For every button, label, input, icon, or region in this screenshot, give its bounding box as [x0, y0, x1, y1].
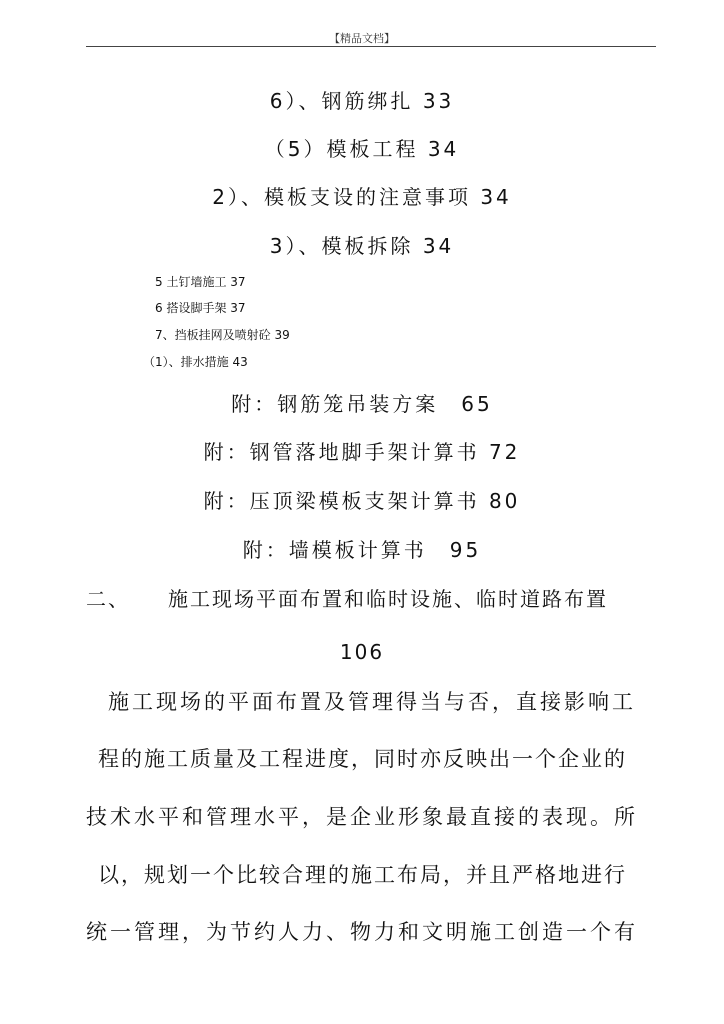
- toc-entry-formwork: （5）模板工程 34: [264, 137, 460, 161]
- paragraph-line: 程的施工质量及工程进度，同时亦反映出一个企业的: [98, 747, 627, 771]
- section-number: 二、: [86, 587, 130, 611]
- toc-entry-rebar-binding: 6）、钢筋绑扎 33: [269, 89, 455, 113]
- paragraph-line: 统一管理，为节约人力、物力和文明施工创造一个有: [86, 920, 638, 944]
- toc-entry-scaffolding: 6 搭设脚手架 37: [155, 301, 246, 315]
- toc-entry-soil-nail-wall: 5 土钉墙施工 37: [155, 275, 246, 289]
- toc-entry-formwork-removal: 3）、模板拆除 34: [269, 234, 455, 258]
- toc-entry-formwork-notes: 2）、模板支设的注意事项 34: [212, 185, 512, 209]
- page-header: 【精品文档】: [329, 32, 395, 45]
- toc-entry-shotcrete: 7、挡板挂网及喷射砼 39: [155, 328, 290, 342]
- toc-entry-beam-formwork-calc: 附：压顶梁模板支架计算书 80: [203, 489, 521, 513]
- paragraph-line: 技术水平和管理水平，是企业形象最直接的表现。所: [86, 805, 638, 829]
- toc-entry-scaffold-calc: 附：钢管落地脚手架计算书 72: [203, 440, 521, 464]
- toc-entry-cage-lifting: 附：钢筋笼吊装方案 65: [231, 392, 493, 416]
- toc-entry-wall-formwork-calc: 附：墙模板计算书 95: [242, 538, 482, 562]
- paragraph-line: 施工现场的平面布置及管理得当与否，直接影响工: [108, 690, 636, 714]
- section-page-number: 106: [339, 640, 385, 664]
- section-heading: [86, 583, 656, 613]
- paragraph-line: 以，规划一个比较合理的施工布局，并且严格地进行: [98, 863, 627, 887]
- header-divider: [86, 46, 656, 47]
- section-title: 施工现场平面布置和临时设施、临时道路布置: [168, 587, 608, 611]
- toc-entry-drainage: （1）、排水措施 43: [143, 355, 248, 369]
